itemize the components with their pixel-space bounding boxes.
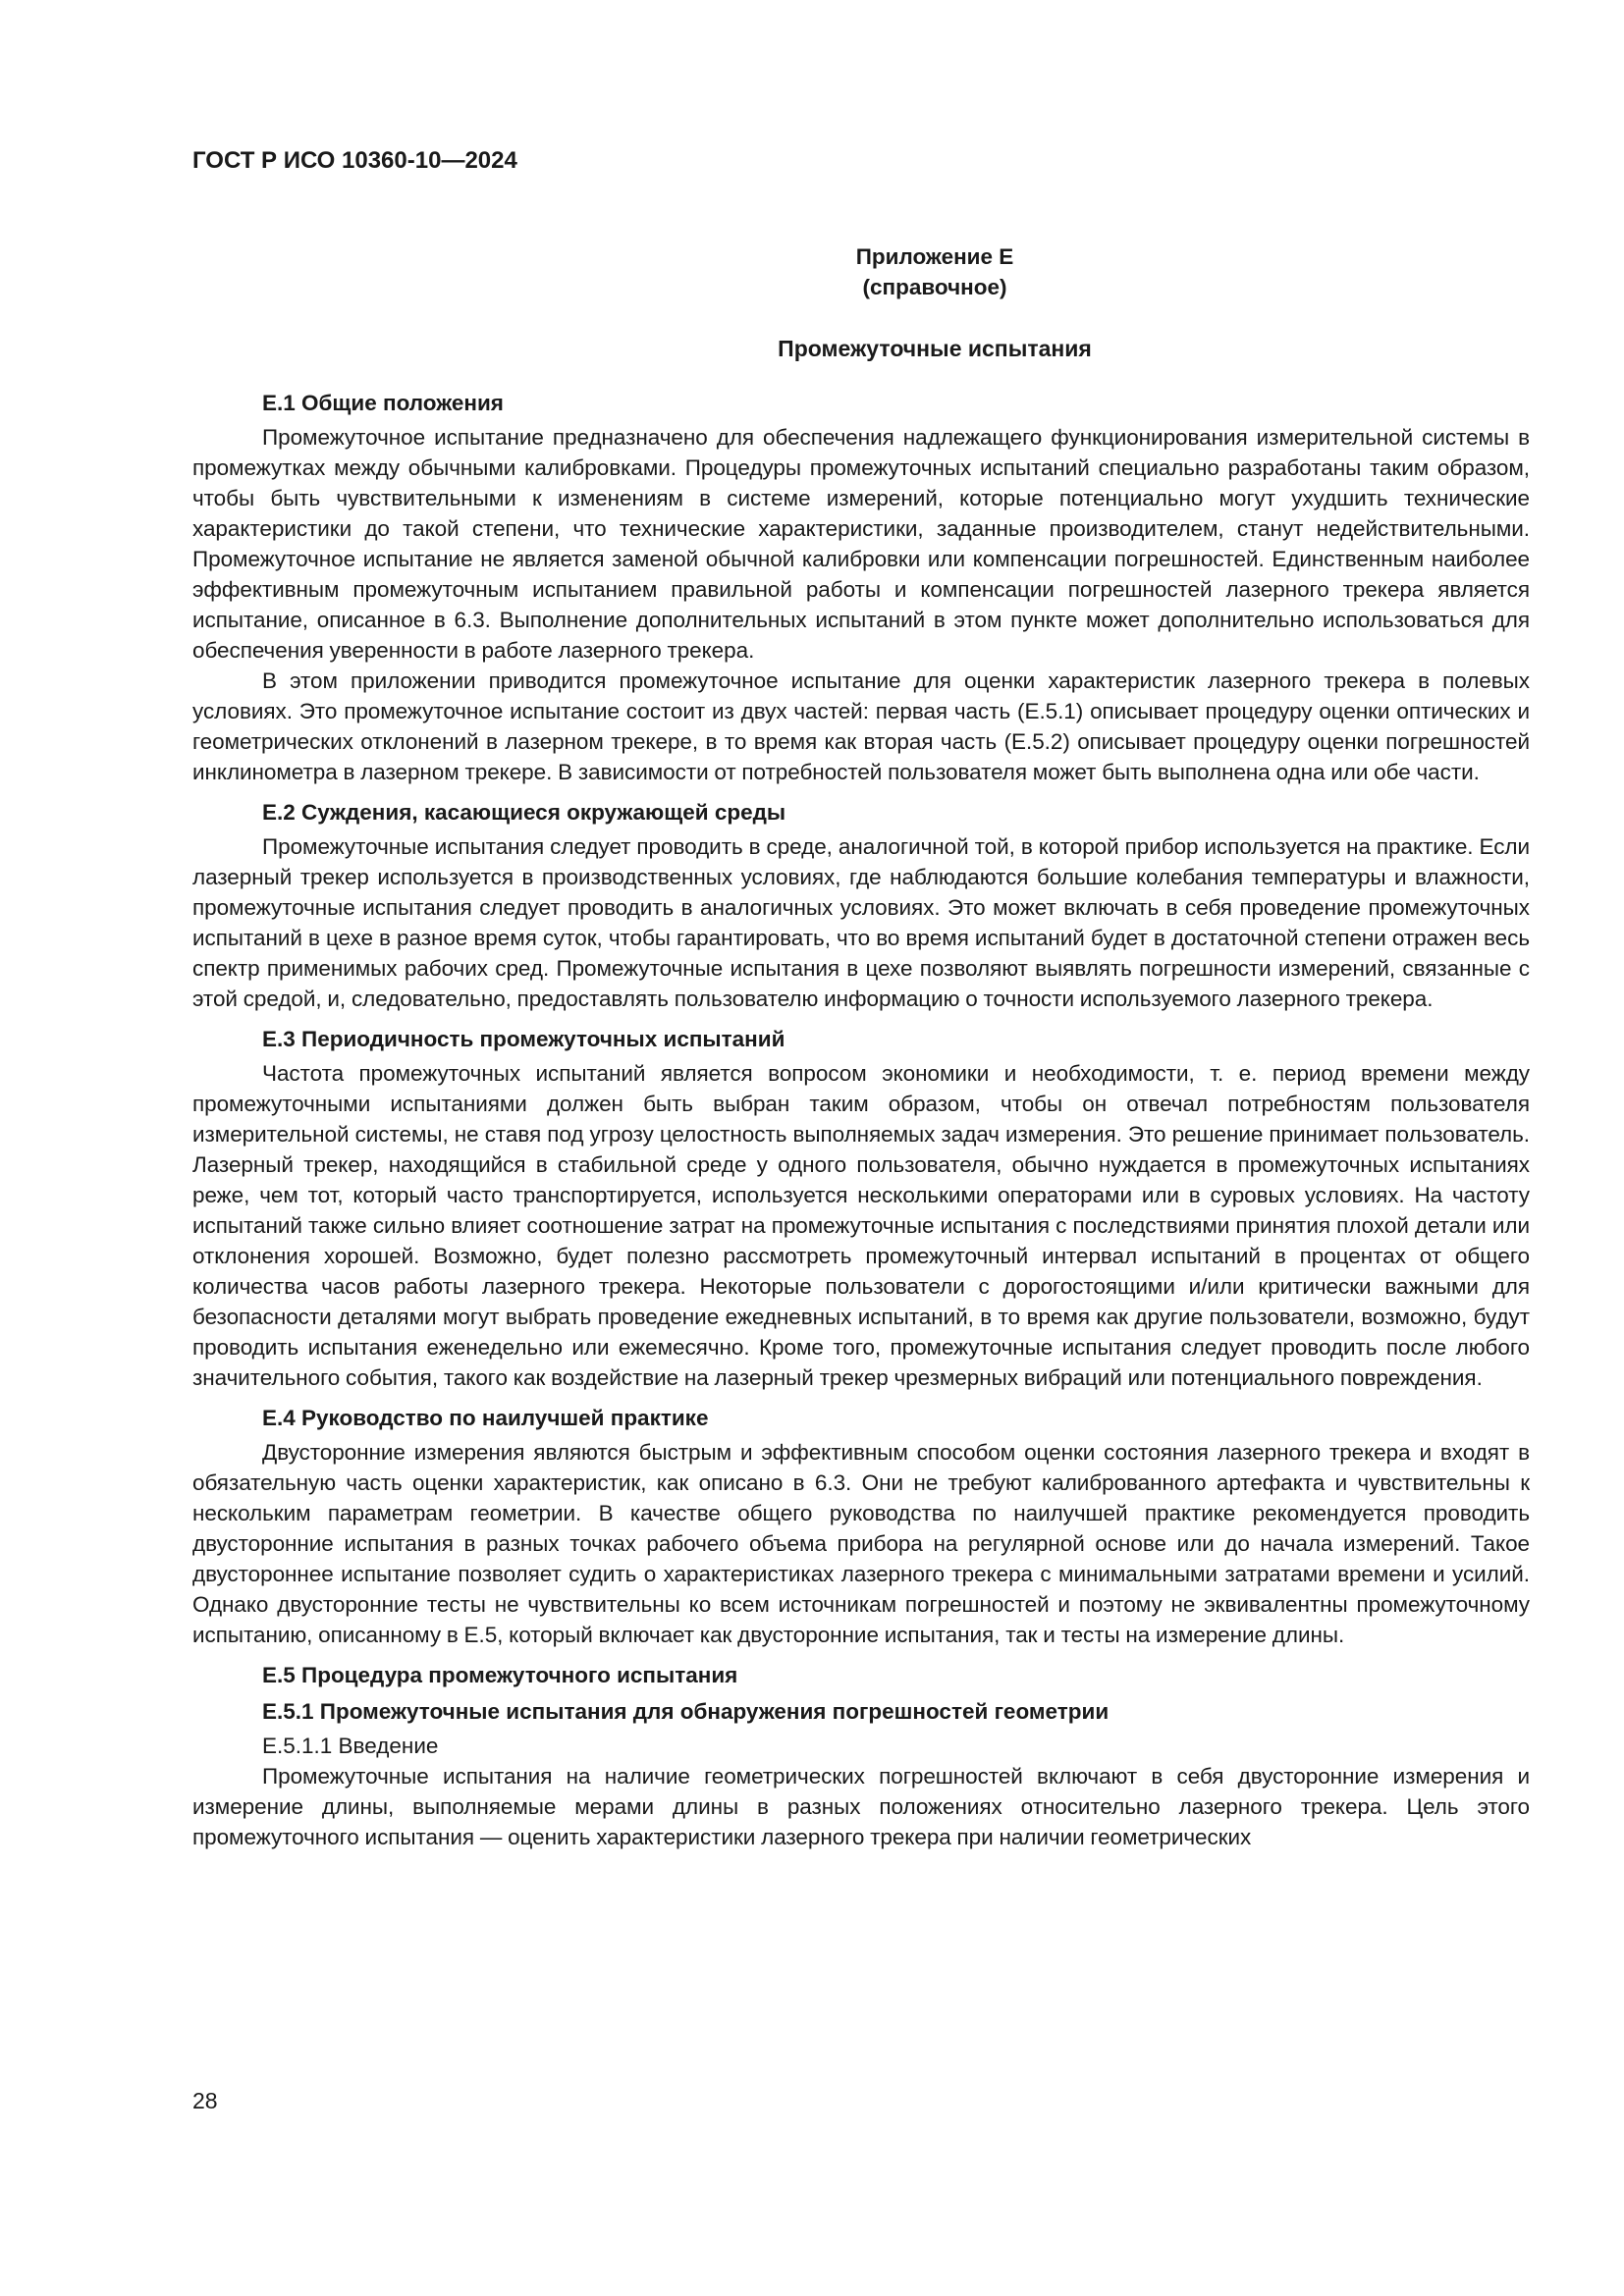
section-heading-e2: Е.2 Суждения, касающиеся окружающей среды [262, 800, 786, 825]
appendix-kind: (справочное) [862, 275, 1007, 299]
section-heading-e4: Е.4 Руководство по наилучшей практике [262, 1406, 709, 1430]
document-code: ГОСТ Р ИСО 10360-10—2024 [192, 147, 517, 174]
section-heading-e3: Е.3 Периодичность промежуточных испытаний [262, 1027, 785, 1051]
document-page [192, 147, 1530, 1852]
subsection-heading-e51: Е.5.1 Промежуточные испытания для обнаружения погрешностей геометрии [262, 1699, 1110, 1724]
page-number: 28 [192, 2088, 218, 2113]
section-heading-e5: Е.5 Процедура промежуточного испытания [262, 1663, 738, 1687]
paragraph: Двусторонние измерения являются быстрым и эффективным способом оценки состояния лазерного трекера и входят в обязательную часть оценки характеристик, как описано в 6.3. Они не требуют калиброванного артефакта и чувствительны к нескольким параметрам геометрии. В качестве общего руководства по наилучшей практике рекомендуется проводить двусторонние испытания в разных точках рабочего объема прибора на регулярной основе или до начала измерений. Такое двустороннее испытание позволяет судить о характеристиках лазерного трекера с минимальными затратами времени и усилий. Однако двусторонние тесты не чувствительны ко всем источникам погрешностей и поэтому не эквивалентны промежуточному испытанию, описанному в Е.5, который включает как двусторонние испытания, так и тесты на измерение длины. [192, 1440, 1530, 1647]
paragraph: Промежуточные испытания на наличие геометрических погрешностей включают в себя двусторонние измерения и измерение длины, выполняемые мерами длины в разных положениях относительно лазерного трекера. Цель этого промежуточного испытания — оценить характеристики лазерного трекера при наличии геометрических [192, 1764, 1530, 1849]
paragraph: В этом приложении приводится промежуточное испытание для оценки характеристик лазерного трекера в полевых условиях. Это промежуточное испытание состоит из двух частей: первая часть (Е.5.1) описывает процедуру оценки оптических и геометрических отклонений в лазерном трекере, в то время как вторая часть (Е.5.2) описывает процедуру оценки погрешностей инклинометра в лазерном трекере. В зависимости от потребностей пользователя может быть выполнена одна или обе части. [192, 668, 1530, 784]
subsubsection-heading-e511: Е.5.1.1 Введение [262, 1734, 439, 1758]
section-heading-e1: Е.1 Общие положения [262, 391, 504, 415]
paragraph: Частота промежуточных испытаний является вопросом экономики и необходимости, т. е. период времени между промежуточными испытаниями должен быть выбран таким образом, чтобы он отвечал потребностям пользователя измерительной системы, не ставя под угрозу целостность выполняемых задач измерения. Это решение принимает пользователь. Лазерный трекер, находящийся в стабильной среде у одного пользователя, обычно нуждается в промежуточных испытаниях реже, чем тот, который часто транспортируется, используется несколькими операторами или в суровых условиях. На частоту испытаний также сильно влияет соотношение затрат на промежуточные испытания с последствиями принятия плохой детали или отклонения хорошей. Возможно, будет полезно рассмотреть промежуточный интервал испытаний в процентах от общего количества часов работы лазерного трекера. Некоторые пользователи с дорогостоящими и/или критически важными для безопасности деталями могут выбрать проведение ежедневных испытаний, в то время как другие пользователи, возможно, будут проводить испытания еженедельно или ежемесячно. Кроме того, промежуточные испытания следует проводить после любого значительного события, такого как воздействие на лазерный трекер чрезмерных вибраций или потенциального повреждения. [192, 1061, 1530, 1390]
paragraph: Промежуточные испытания следует проводить в среде, аналогичной той, в которой прибор используется на практике. Если лазерный трекер используется в производственных условиях, где наблюдаются большие колебания температуры и влажности, промежуточные испытания следует проводить в аналогичных условиях. Это может включать в себя проведение промежуточных испытаний в цехе в разное время суток, чтобы гарантировать, что во время испытаний будет в достаточной степени отражен весь спектр применимых рабочих сред. Промежуточные испытания в цехе позволяют выявлять погрешности измерений, связанные с этой средой, и, следовательно, предоставлять пользователю информацию о точности используемого лазерного трекера. [192, 834, 1530, 1011]
paragraph: Промежуточное испытание предназначено для обеспечения надлежащего функционирования измерительной системы в промежутках между обычными калибровками. Процедуры промежуточных испытаний специально разработаны таким образом, чтобы быть чувствительными к изменениям в системе измерений, которые потенциально могут ухудшить технические характеристики до такой степени, что технические характеристики, заданные производителем, станут недействительными. Промежуточное испытание не является заменой обычной калибровки или компенсации погрешностей. Единственным наиболее эффективным промежуточным испытанием правильной работы и компенсации погрешностей лазерного трекера является испытание, описанное в 6.3. Выполнение дополнительных испытаний в этом пункте может дополнительно использоваться для обеспечения уверенности в работе лазерного трекера. [192, 425, 1530, 663]
appendix-title: Промежуточные испытания [778, 336, 1092, 361]
appendix-label: Приложение Е [855, 244, 1014, 269]
